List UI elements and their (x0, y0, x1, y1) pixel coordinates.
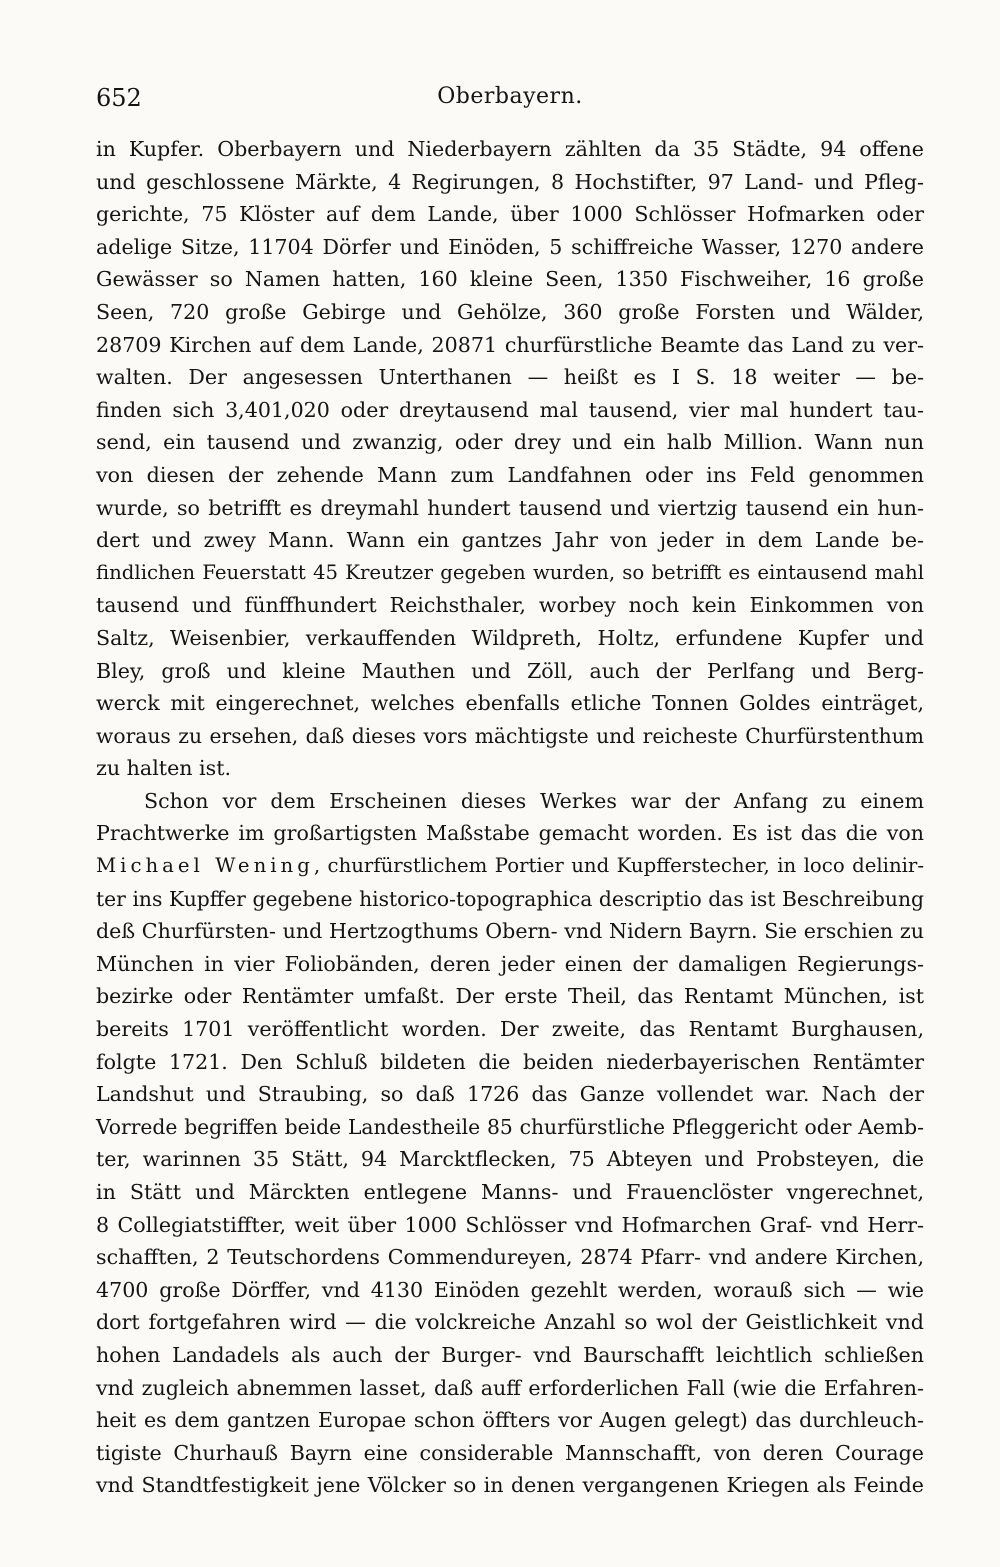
running-head: Oberbayern. (437, 84, 583, 109)
text-line: heit es dem gantzen Europae schon öffters vor Augen gelegt) das durchleuch- (96, 1408, 924, 1433)
text-line: deß Churfürsten- und Hertzogthums Obern- vnd Nidern Bayrn. Sie erschien zu (96, 919, 924, 944)
text-line: in Kupfer. Oberbayern und Niederbayern zählten da 35 Städte, 94 offene (96, 137, 924, 161)
text-line: München in vier Foliobänden, deren jeder einen der damaligen Regierungs- (96, 951, 924, 976)
text-line: woraus zu ersehen, daß dieses vors mächtigste und reicheste Churfürstenthum (96, 723, 924, 748)
text-line: tausend und fünffhundert Reichsthaler, worbey noch kein Einkommen von (96, 593, 924, 618)
text-line: finden sich 3,401,020 oder dreytausend mal tausend, vier mal hundert tau- (96, 397, 924, 422)
body-text (96, 133, 924, 1502)
text-line: Landshut und Straubing, so daß 1726 das Ganze vollendet war. Nach der (96, 1082, 924, 1107)
text-line: dort fortgefahren wird — die volckreiche Anzahl so wol der Geistlichkeit vnd (96, 1310, 924, 1335)
text-line: tigiste Churhauß Bayrn eine considerable Mannschafft, von deren Courage (96, 1440, 924, 1465)
page-header (96, 84, 924, 120)
text-line: und geschlossene Märkte, 4 Regirungen, 8 Hochstifter, 97 Land- und Pfleg- (96, 169, 924, 194)
text-line: folgte 1721. Den Schluß bildeten die beiden niederbayerischen Rentämter (96, 1049, 924, 1074)
paragraph (96, 133, 924, 785)
text-line: Gewässer so Namen hatten, 160 kleine Seen, 1350 Fischweiher, 16 große (96, 267, 924, 292)
text-line: wurde, so betrifft es dreymahl hundert tausend und viertzig tausend ein hun- (96, 495, 924, 520)
text-line: 28709 Kirchen auf dem Lande, 20871 churfürstliche Beamte das Land zu ver- (96, 332, 924, 357)
text-line: Michael Wening, churfürstlichem Portier und Kupfferstecher, in loco delinir- (96, 854, 924, 878)
text-line: gerichte, 75 Klöster auf dem Lande, über 1000 Schlösser Hofmarken oder (96, 202, 924, 227)
text-line: dert und zwey Mann. Wann ein gantzes Jahr von jeder in dem Lande be- (96, 528, 924, 553)
text-line: vnd zugleich abnemmen lasset, daß auff erforderlichen Fall (wie die Erfahren- (96, 1375, 924, 1400)
text-line: bezirke oder Rentämter umfaßt. Der erste Theil, das Rentamt München, ist (96, 984, 924, 1009)
text-line: findlichen Feuerstatt 45 Kreutzer gegeben wurden, so betrifft es eintausend mahl (96, 560, 924, 584)
text-line: ter ins Kupffer gegebene historico-topographica descriptio das ist Beschreibung (96, 886, 924, 911)
text-line: bereits 1701 veröffentlicht worden. Der zweite, das Rentamt Burghausen, (96, 1017, 924, 1042)
page-number: 652 (96, 84, 142, 112)
text-line: zu halten ist. (96, 756, 232, 781)
text-line: von diesen der zehende Mann zum Landfahnen oder ins Feld genommen (96, 462, 924, 487)
text-line: hohen Landadels als auch der Burger- vnd Baurschafft leichtlich schließen (96, 1342, 924, 1367)
text-line: ter, warinnen 35 Stätt, 94 Marcktflecken, 75 Abteyen und Probsteyen, die (96, 1147, 924, 1172)
spaced-name: Michael Wening (96, 854, 314, 878)
text-line: Seen, 720 große Gebirge und Gehölze, 360 große Forsten und Wälder, (96, 299, 924, 324)
text-line: walten. Der angesessen Unterthanen — heißt es I S. 18 weiter — be- (96, 365, 924, 390)
paragraph (96, 785, 924, 1502)
text-line: Prachtwerke im großartigsten Maßstabe gemacht worden. Es ist das die von (96, 821, 924, 846)
text-line: Vorrede begriffen beide Landestheile 85 churfürstliche Pfleggericht oder Aemb- (96, 1114, 924, 1139)
text-line: in Stätt und Märckten entlegene Manns- und Frauenclöster vngerechnet, (96, 1180, 924, 1204)
text-line: 8 Collegiatstiffter, weit über 1000 Schlösser vnd Hofmarchen Graf- vnd Herr- (96, 1212, 924, 1237)
text-line: Schon vor dem Erscheinen dieses Werkes war der Anfang zu einem (144, 788, 924, 813)
text-line: Bley, groß und kleine Mauthen und Zöll, auch der Perlfang und Berg- (96, 658, 924, 683)
text-line: werck mit eingerechnet, welches ebenfalls etliche Tonnen Goldes einträget, (96, 691, 924, 716)
text-line: 4700 große Dörffer, vnd 4130 Einöden gezehlt werden, worauß sich — wie (96, 1277, 924, 1302)
text-line: schafften, 2 Teutschordens Commendureyen, 2874 Pfarr- vnd andere Kirchen, (96, 1245, 924, 1270)
text-line: vnd Standtfestigkeit jene Völcker so in denen vergangenen Kriegen als Feinde (96, 1473, 924, 1498)
text-line: send, ein tausend und zwanzig, oder drey und ein halb Million. Wann nun (96, 430, 924, 455)
text-line: adelige Sitze, 11704 Dörfer und Einöden, 5 schiffreiche Wasser, 1270 andere (96, 234, 924, 259)
text-line: Saltz, Weisenbier, verkauffenden Wildpreth, Holtz, erfundene Kupfer und (96, 625, 924, 650)
